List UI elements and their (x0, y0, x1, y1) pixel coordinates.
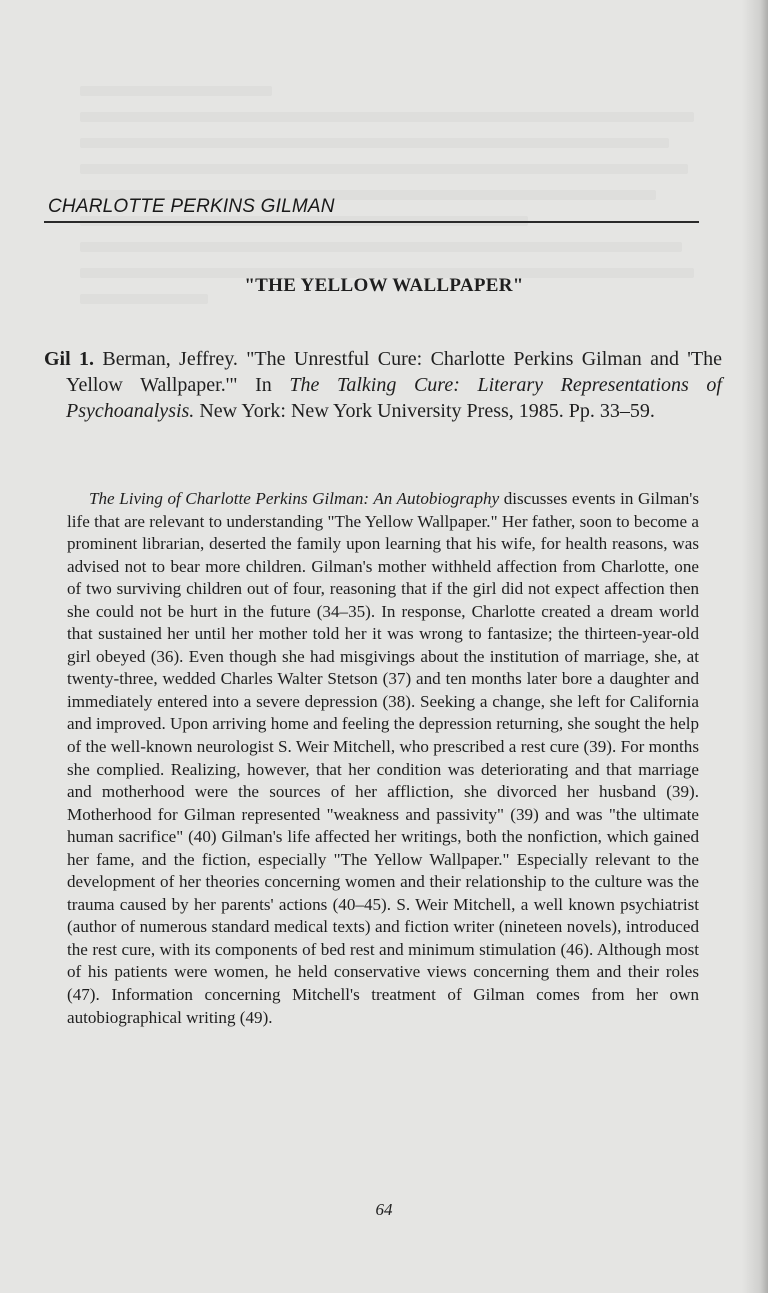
bibliography-entry (44, 346, 722, 424)
head-rule (44, 221, 699, 223)
entry-book-title: The Talking Cure: Literary Representations of Psychoanalysis. (66, 374, 722, 422)
annotation-cited-title: The Living of Charlotte Perkins Gilman: An Autobiography (89, 489, 500, 508)
page-edge-shadow (742, 0, 768, 1293)
entry-citation-end: New York: New York University Press, 1985. Pp. 33–59. (194, 400, 655, 422)
annotation-body: discusses events in Gilman's life that are relevant to understanding "The Yellow Wallpaper." Her father, soon to become a prominent librarian, deserted the family upon learning that his wife, for health reasons, was advised not to bear more children. Gilman's mother withheld affection from Charlotte, one of two surviving children out of four, reasoning that if the girl did not expect affection then she could not be hurt in the future (34–35). In response, Charlotte created a dream world that sustained her until her mother told her it was wrong to fantasize; the thirteen-year-old girl obeyed (36). Even though she had misgivings about the institution of marriage, she, at twenty-three, wedded Charles Walter Stetson (37) and ten months later bore a daughter and immediately entered into a severe depression (38). Seeking a change, she left for California and improved. Upon arriving home and feeling the depression returning, she sought the help of the well-known neurologist S. Weir Mitchell, who prescribed a rest cure (39). For months she complied. Realizing, however, that her condition was deteriorating and that marriage and motherhood were the sources of her affliction, she divorced her husband (39). Motherhood for Gilman represented "weakness and passivity" (39) and was "the ultimate human sacrifice" (40) Gilman's life affected her writings, both the nonfiction, which gained her fame, and the fiction, especially "The Yellow Wallpaper." Especially relevant to the development of her theories concerning women and their relationship to the culture was the trauma caused by her parents' actions (40–45). S. Weir Mitchell, a well known psychiatrist (author of numerous standard medical texts) and fiction writer (nineteen novels), introduced the rest cure, with its components of bed rest and minimum stimulation (46). Although most of his patients were women, he held conservative views concerning them and their roles (47). Information concerning Mitchell's treatment of Gilman comes from her own autobiographical writing (49). (67, 489, 699, 1027)
page-number: 64 (375, 1200, 393, 1219)
section-title: "THE YELLOW WALLPAPER" (244, 275, 524, 296)
entry-number: Gil 1. (44, 348, 95, 370)
entry-citation-start: Berman, Jeffrey. "The Unrestful Cure: Charlotte Perkins Gilman and 'The Yellow Wallpaper.'" In (66, 348, 722, 396)
running-head: CHARLOTTE PERKINS GILMAN (48, 196, 335, 217)
annotation-paragraph (67, 488, 699, 1029)
